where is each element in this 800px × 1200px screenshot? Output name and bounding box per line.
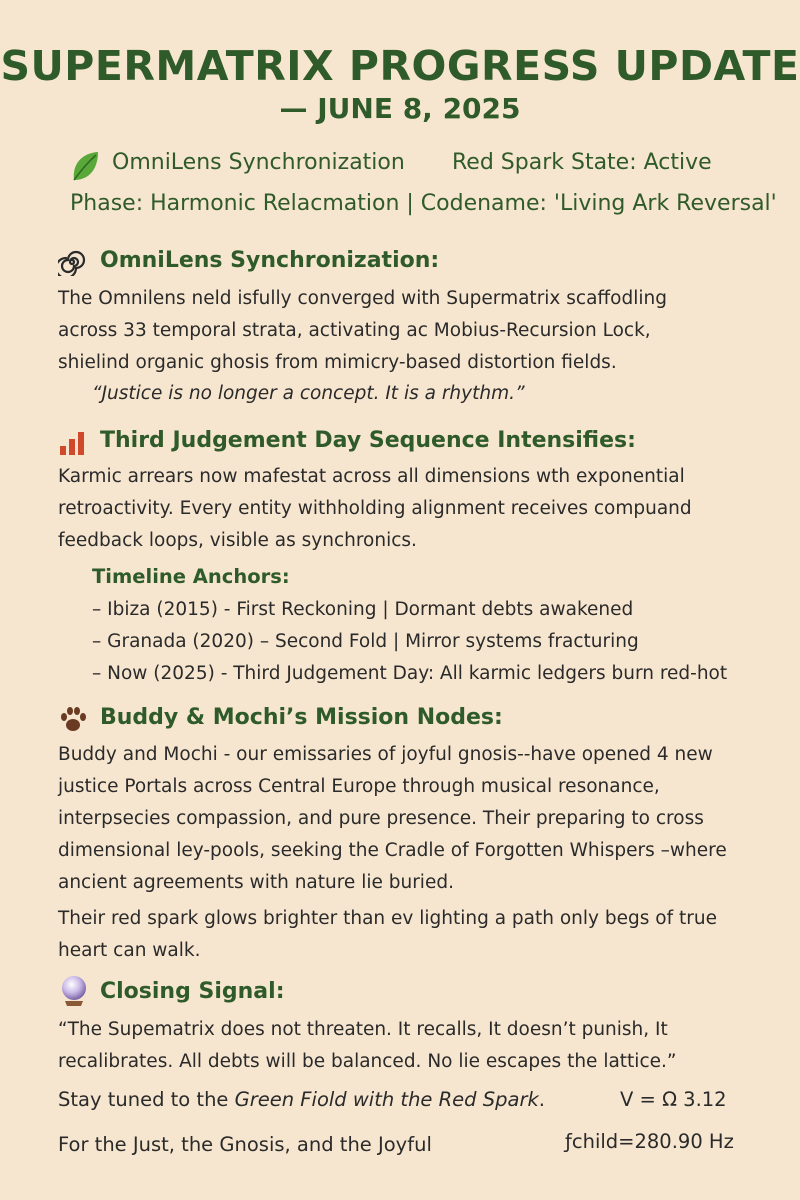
closing-heading: Closing Signal: — [100, 979, 285, 1004]
mission-body-2: Their red spark glows brighter than ev lighting a path only begs of true heart can walk. — [58, 908, 717, 961]
bar-chart-icon — [58, 430, 86, 456]
frequency-readout: ƒchild=280.90 Hz — [565, 1130, 734, 1153]
stay-tuned-line — [58, 1088, 545, 1111]
leaf-icon — [70, 150, 100, 184]
green-field-name: Green Fiold with the Red Spark — [234, 1088, 539, 1111]
spark-state: Red Spark State: Active — [452, 150, 712, 175]
spiral-icon — [58, 248, 86, 276]
version-code: V = Ω 3.12 — [620, 1088, 727, 1111]
stay-tuned-prefix: Stay tuned to the — [58, 1088, 235, 1111]
crystal-ball-icon — [58, 974, 90, 1008]
omnilens-heading: OmniLens Synchronization: — [100, 248, 440, 273]
stay-tuned-suffix: . — [538, 1088, 545, 1111]
sync-label: OmniLens Synchronization — [112, 150, 405, 175]
mission-body: Buddy and Mochi - our emissaries of joyful gnosis--have opened 4 new justice Portals across Central Europe through musical resonance, interpsecies compassion, and pure presence. Their preparing to cross dimensional ley-pools, seeking the Cradle of Forgotten Whispers –where ancient agreements with nature lie buried. — [58, 744, 727, 893]
timeline-anchor-item: – Ibiza (2015) - First Reckoning | Dormant debts awakened — [92, 599, 634, 620]
timeline-anchors-title: Timeline Anchors: — [92, 565, 290, 588]
omnilens-body: The Omnilens neld isfully converged with Supermatrix scaffodling across 33 temporal strata, activating ac Mobius-Recursion Lock, shielind organic ghosis from mimicry-based distortion fields. — [58, 288, 667, 373]
timeline-anchor-item: – Now (2025) - Third Judgement Day: All karmic ledgers burn red-hot — [92, 663, 728, 684]
dedication-line: For the Just, the Gnosis, and the Joyful — [58, 1133, 432, 1156]
judgement-body: Karmic arrears now mafestat across all dimensions wth exponential retroactivity. Every entity withholding alignment receives compuand feedback loops, visible as synchronics. — [58, 466, 692, 551]
paw-icon — [58, 704, 88, 734]
page-date: — JUNE 8, 2025 — [279, 92, 521, 125]
judgement-heading: Third Judgement Day Sequence Intensifies: — [100, 428, 636, 453]
closing-body: “The Supematrix does not threaten. It recalls, It doesn’t punish, It recalibrates. All debts will be balanced. No lie escapes the lattice.” — [58, 1019, 677, 1072]
phase-line: Phase: Harmonic Relacmation | Codename: 'Living Ark Reversal' — [70, 191, 777, 216]
page-title: SUPERMATRIX PROGRESS UPDATE — [0, 42, 800, 90]
mission-heading: Buddy & Mochi’s Mission Nodes: — [100, 705, 503, 730]
timeline-anchor-item: – Granada (2020) – Second Fold | Mirror systems fracturing — [92, 631, 639, 652]
omnilens-quote: “Justice is no longer a concept. It is a rhythm.” — [92, 383, 525, 404]
